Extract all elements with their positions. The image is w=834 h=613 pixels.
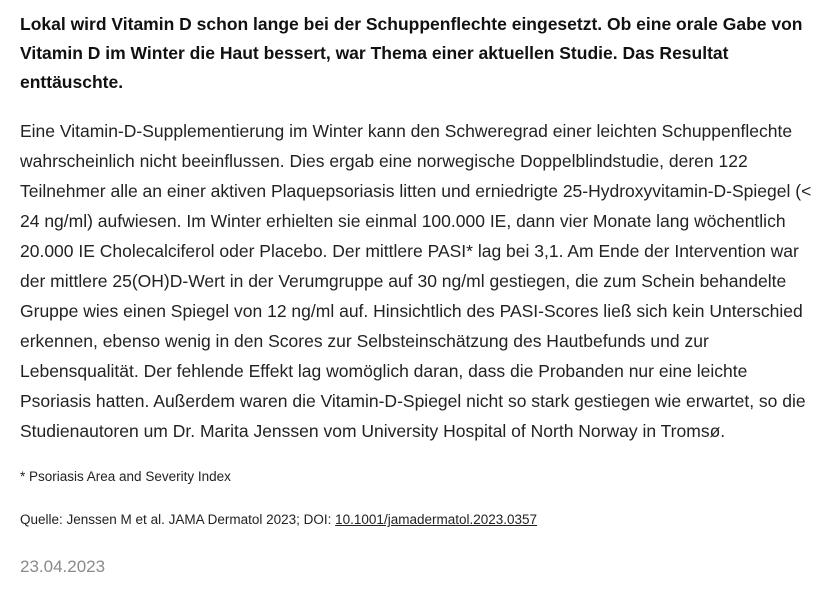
article-lead: Lokal wird Vitamin D schon lange bei der Schuppenflechte eingesetzt. Ob eine orale Gabe von Vitamin D im Winter die Haut bessert, war Thema einer aktuellen Studie. Das Resultat enttäuschte. [20,14,803,92]
article-body: Eine Vitamin-D-Supplementierung im Winter kann den Schweregrad einer leichten Schuppenflechte wahrscheinlich nicht beeinflussen. Dies ergab eine norwegische Doppelblindstudie, deren 122 Teilnehmer alle an einer aktiven Plaquepsoriasis litten und erniedrigte 25-Hydroxyvitamin-D-Spiegel (< 24 ng/ml) aufwiesen. Im Winter erhielten sie einmal 100.000 IE, dann vier Monate lang wöchentlich 20.000 IE Cholecalciferol oder Placebo. Der mittlere PASI* lag bei 3,1. Am Ende der Intervention war der mittlere 25(OH)D-Wert in der Verumgruppe auf 30 ng/ml gestiegen, die zum Schein behandelte Gruppe wies einen Spiegel von 12 ng/ml auf. Hinsichtlich des PASI-Scores ließ sich kein Unterschied erkennen, ebenso wenig in den Scores zur Selbsteinschätzung des Hautbefunds und zur Lebensqualität. Der fehlende Effekt lag womöglich daran, dass die Probanden nur eine leichte Psoriasis hatten. Außerdem waren die Vitamin-D-Spiegel nicht so stark gestiegen wie erwartet, so die Studienautoren um Dr. Marita Jenssen vom University Hospital of North Norway in Tromsø. [20,121,812,441]
doi-link[interactable]: 10.1001/jamadermatol.2023.0357 [335,512,538,527]
footnote: * Psoriasis Area and Severity Index [20,469,231,484]
article [20,10,820,579]
publication-date: 23.04.2023 [20,557,106,576]
source-citation [20,510,820,530]
source-prefix: Quelle: Jenssen M et al. JAMA Dermatol 2023; DOI: [20,512,336,527]
